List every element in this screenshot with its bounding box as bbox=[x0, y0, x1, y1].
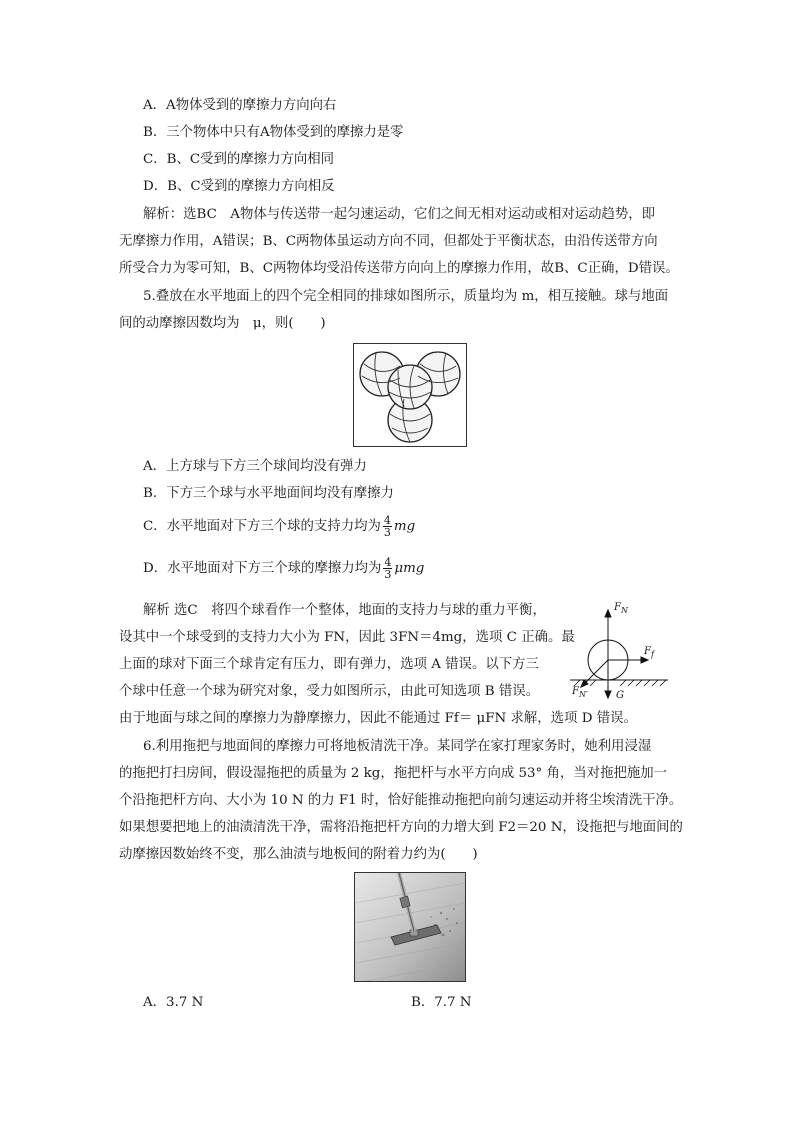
q5-analysis-line-1: 解析 选C 将四个球看作一个整体，地面的支持力与球的重力平衡， bbox=[143, 603, 546, 618]
ff-label: $F_f$ bbox=[644, 646, 654, 659]
volleyballs-figure bbox=[353, 343, 467, 447]
g-arrow-head bbox=[605, 691, 611, 698]
q4-option-b: B．三个物体中只有A物体受到的摩擦力是零 bbox=[143, 125, 404, 140]
q5-option-a: A．上方球与下方三个球间均没有弹力 bbox=[143, 459, 367, 474]
q5-analysis-line-3: 上面的球对下面三个球肯定有压力，即有弹力，选项 A 错误。以下方三 bbox=[119, 657, 539, 672]
fraction: $\frac{4}{3}$ bbox=[383, 514, 391, 539]
q5-stem-line-1: 5.叠放在水平地面上的四个完全相同的排球如图所示，质量均为 m，相互接触。球与地面 bbox=[143, 289, 669, 304]
q4-analysis-line-3: 所受合力为零可知，B、C两物体均受沿传送带方向向上的摩擦力作用，故B、C正确，D错误。 bbox=[119, 261, 679, 276]
q4-analysis-line-1: 解析：选BC A物体与传送带一起匀速运动，它们之间无相对运动或相对运动趋势，即 bbox=[143, 207, 656, 222]
q5-option-c: C．水平地面对下方三个球的支持力均为 $\frac{4}{3}$ mg bbox=[143, 514, 416, 539]
q6-option-a: A．3.7 N bbox=[143, 995, 204, 1010]
q5-analysis-line-4: 个球中任意一个球为研究对象，受力如图所示，由此可知选项 B 错误。 bbox=[119, 684, 540, 699]
q6-stem-line-2: 的拖把打扫房间，假设湿拖把的质量为 2 kg，拖把杆与水平方向成 53° 角，当对拖把施加一 bbox=[119, 766, 668, 781]
q6-stem-line-4: 如果想要把地上的油渍清洗干净，需将沿拖把杆方向的力增大到 F2＝20 N，设拖把与地面间的 bbox=[119, 820, 683, 835]
q5-stem-line-2: 间的动摩擦因数均为 μ，则( ) bbox=[119, 316, 326, 331]
q5-option-d: D．水平地面对下方三个球的摩擦力均为 $\frac{4}{3}$ μmg bbox=[143, 556, 425, 581]
fn2-label: $F_{N'}$ bbox=[572, 686, 588, 699]
q4-analysis-line-2: 无摩擦力作用，A错误；B、C两物体虽运动方向不同，但都处于平衡状态，由沿传送带方向 bbox=[119, 234, 658, 249]
fn-label: $F_N$ bbox=[614, 602, 628, 615]
mop-photo bbox=[354, 872, 466, 982]
q6-option-b: B．7.7 N bbox=[411, 995, 472, 1010]
q6-stem-line-3: 个沿拖把杆方向、大小为 10 N 的力 F1 时，恰好能推动拖把向前匀速运动并将尘埃清洗干净。 bbox=[119, 793, 683, 808]
q4-option-d: D．B、C受到的摩擦力方向相反 bbox=[143, 179, 335, 194]
q4-option-a: A．A物体受到的摩擦力方向向右 bbox=[143, 98, 337, 113]
q5-analysis-line-2: 设其中一个球受到的支持力大小为 FN，因此 3FN＝4mg，选项 C 正确。最 bbox=[119, 630, 575, 645]
q5-option-b: B．下方三个球与水平地面间均没有摩擦力 bbox=[143, 486, 394, 501]
force-diagram bbox=[568, 604, 672, 704]
fraction: $\frac{4}{3}$ bbox=[384, 556, 392, 581]
g-label: G bbox=[616, 690, 624, 701]
q4-option-c: C．B、C受到的摩擦力方向相同 bbox=[143, 152, 335, 167]
q6-stem-line-1: 6.利用拖把与地面间的摩擦力可将地板清洗干净。某同学在家打理家务时，她利用浸湿 bbox=[143, 739, 652, 754]
fn-arrow-head bbox=[605, 610, 611, 617]
q5-analysis-line-5: 由于地面与球之间的摩擦力为静摩擦力，因此不能通过 Ff＝ μFN 求解，选项 D 错误。 bbox=[119, 711, 637, 726]
q6-stem-line-5: 动摩擦因数始终不变，那么油渍与地板间的附着力约为( ) bbox=[119, 847, 478, 862]
